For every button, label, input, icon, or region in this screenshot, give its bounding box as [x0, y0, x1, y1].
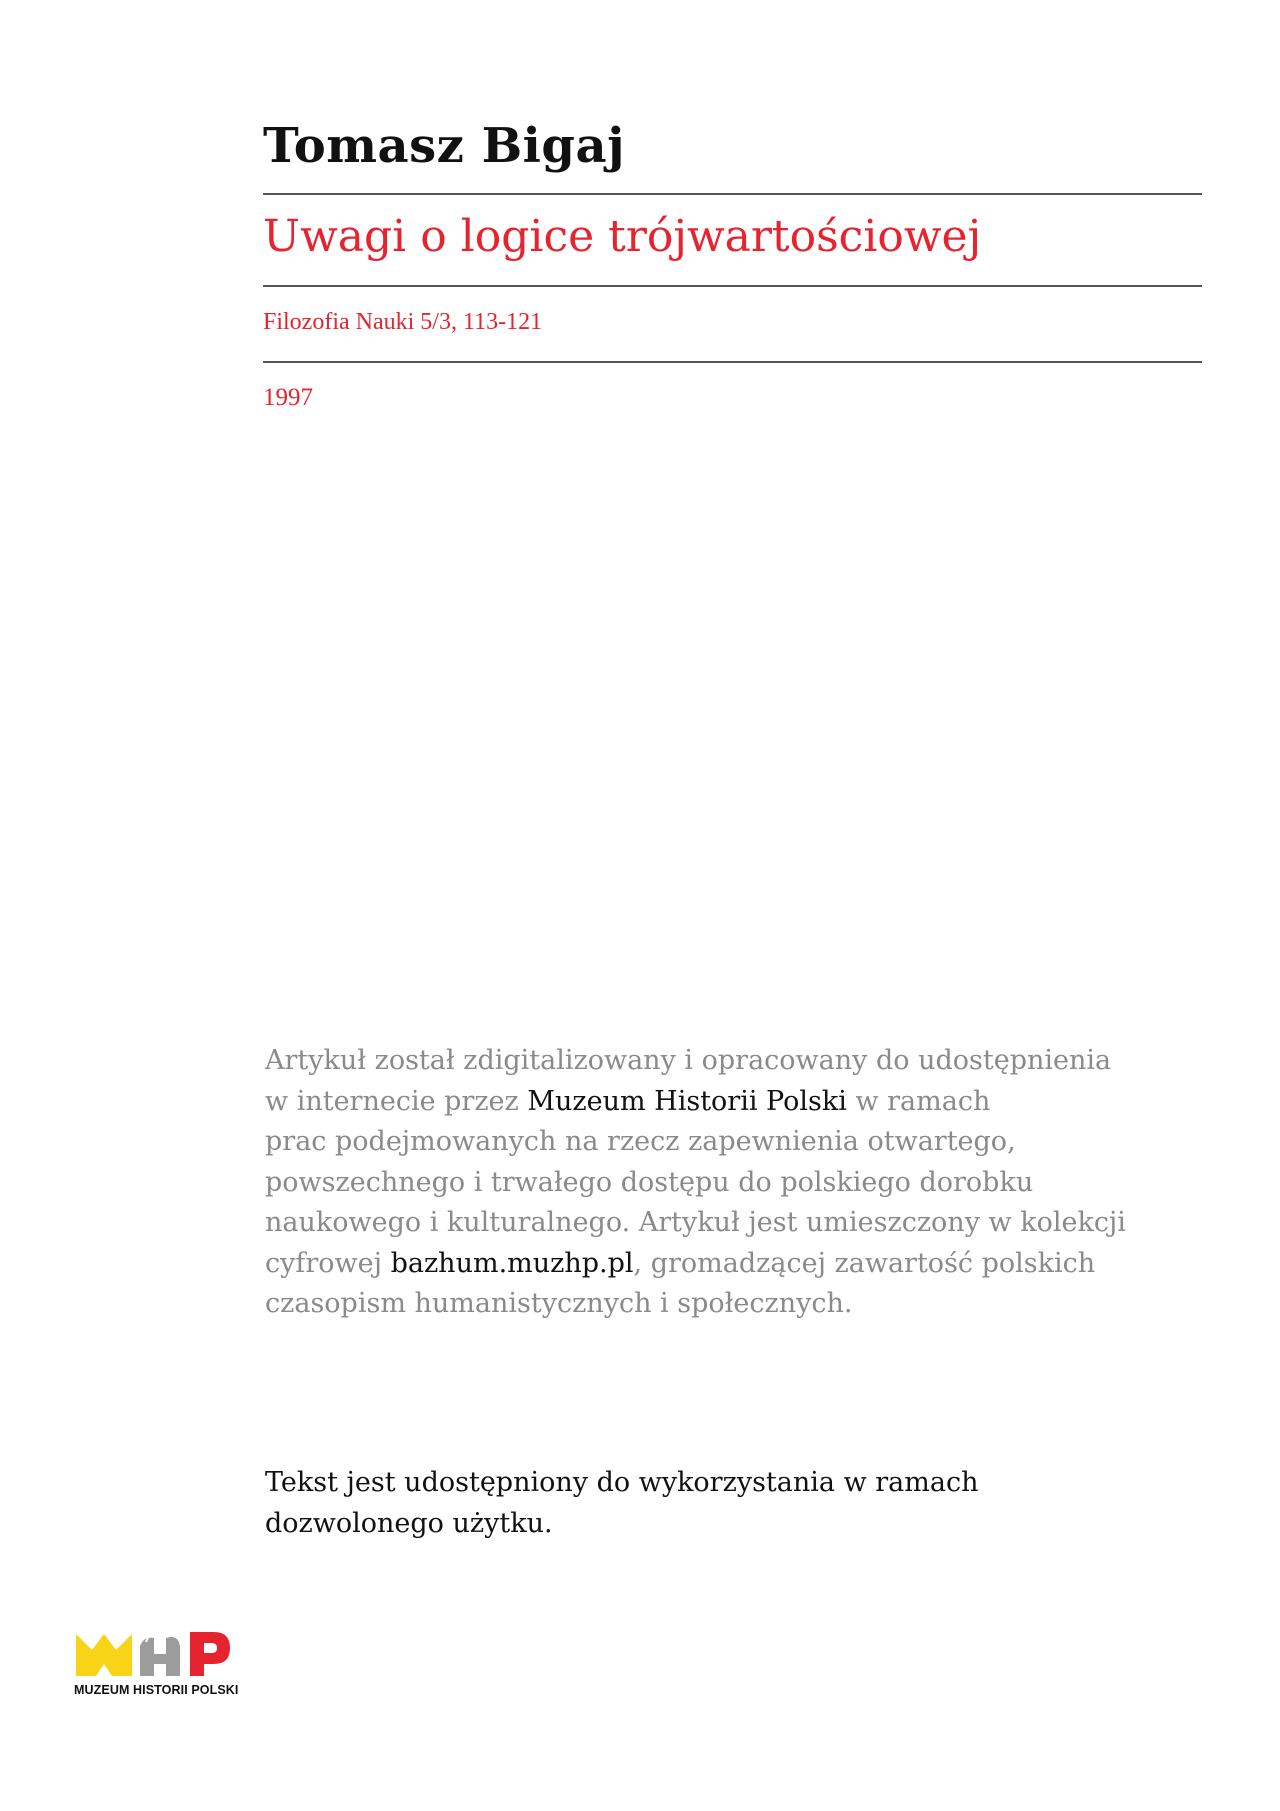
divider [263, 193, 1202, 195]
logo-caption: MUZEUM HISTORII POLSKI [74, 1683, 239, 1697]
digitization-notice [265, 1041, 1165, 1325]
notice-text: w internecie przez [265, 1085, 528, 1117]
license-statement [265, 1463, 1165, 1544]
logo-p-hole [204, 1643, 217, 1653]
logo-p-shape [190, 1632, 230, 1676]
notice-line: naukowego i kulturalnego. Artykuł jest umieszczony w kolekcji [265, 1207, 1126, 1238]
notice-line [265, 1082, 1165, 1123]
collection-site: bazhum.muzhp.pl [390, 1247, 634, 1279]
divider [263, 361, 1202, 363]
logo-h-shape [140, 1637, 180, 1676]
article-title: Uwagi o logice trójwartościowej [263, 211, 982, 262]
author-name: Tomasz Bigaj [263, 118, 625, 174]
notice-line [265, 1244, 1165, 1285]
museum-name: Muzeum Historii Polski [527, 1085, 847, 1117]
notice-text: cyfrowej [265, 1247, 391, 1279]
divider [263, 285, 1202, 287]
notice-line: prac podejmowanych na rzecz zapewnienia otwartego, [265, 1126, 1016, 1157]
notice-line: czasopism humanistycznych i społecznych. [265, 1288, 853, 1319]
license-line: Tekst jest udostępniony do wykorzystania w ramach [265, 1467, 979, 1498]
notice-text: , gromadzącej zawartość polskich [633, 1247, 1096, 1279]
license-line: dozwolonego użytku. [265, 1507, 553, 1539]
notice-line: powszechnego i trwałego dostępu do polskiego dorobku [265, 1166, 1034, 1198]
publication-year: 1997 [263, 384, 313, 411]
journal-citation: Filozofia Nauki 5/3, 113-121 [263, 309, 543, 335]
notice-text: w ramach [846, 1085, 991, 1117]
notice-line: Artykuł został zdigitalizowany i opracowany do udostępnienia [265, 1045, 1112, 1076]
